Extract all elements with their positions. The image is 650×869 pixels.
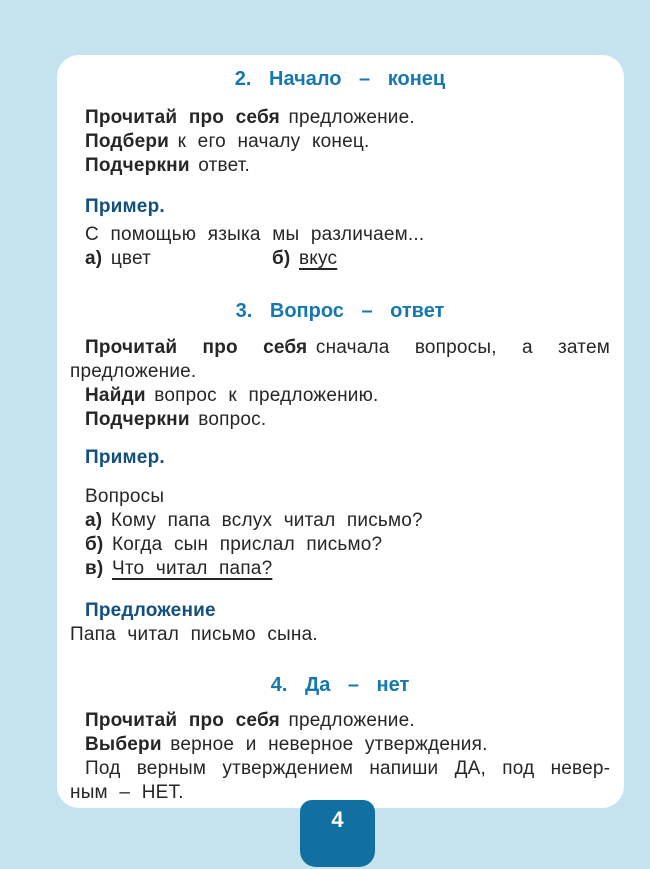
example-sentence: С помощью языка мы различаем...	[85, 224, 425, 245]
option-letter: а)	[85, 248, 103, 269]
instruction-verb: Прочитай про себя	[85, 107, 280, 128]
section-3	[70, 297, 610, 647]
instruction-verb: Найди	[85, 385, 146, 406]
instruction-text: предложение.	[288, 107, 415, 128]
question-letter: в)	[85, 558, 104, 579]
instruction-text: верное и неверное утверждения.	[170, 734, 488, 755]
instruction-text: вопрос.	[198, 409, 267, 430]
section-2-heading: 2. Начало – конец	[234, 68, 446, 90]
questions-list	[70, 509, 610, 581]
instruction-verb: Подчеркни	[85, 409, 190, 430]
section-2-instructions	[70, 106, 610, 178]
instruction-text: предложение.	[288, 710, 415, 731]
question-text: Когда сын прислал письмо?	[112, 534, 383, 555]
section-2	[70, 65, 610, 271]
instruction-text: ответ.	[198, 155, 251, 176]
question-letter: а)	[85, 510, 103, 531]
instruction-verb: Выбери	[85, 734, 162, 755]
instruction-text: вопрос к предложению.	[154, 385, 379, 406]
section-4	[70, 671, 610, 805]
page-number: 4	[331, 807, 344, 832]
question-item	[70, 557, 610, 581]
section-4-instructions	[70, 709, 610, 805]
option-text: цвет	[110, 248, 152, 269]
questions-label: Вопросы	[85, 486, 165, 507]
instruction-line	[70, 733, 610, 757]
option-letter: б)	[272, 248, 291, 269]
textbook-page	[57, 55, 624, 808]
sentence-text: Папа читал письмо сына.	[70, 624, 318, 645]
answer-options-row	[70, 247, 610, 271]
instruction-verb: Прочитай про себя	[85, 337, 308, 358]
question-letter: б)	[85, 534, 104, 555]
answer-option-b	[272, 247, 337, 271]
instruction-text: сначала вопросы, а затем предложение.	[70, 337, 610, 382]
instruction-line	[70, 408, 610, 432]
section-4-heading: 4. Да – нет	[270, 674, 410, 696]
option-text-underlined: вкус	[299, 248, 338, 269]
page-content	[70, 65, 610, 805]
sentence-label: Предложение	[85, 600, 216, 621]
instruction-line	[70, 106, 610, 130]
instruction-line	[70, 154, 610, 178]
instruction-verb: Подбери	[85, 131, 170, 152]
section-3-heading: 3. Вопрос – ответ	[235, 300, 445, 322]
instruction-verb: Прочитай про себя	[85, 710, 280, 731]
instruction-note: Под верным утверждением напиши ДА, под неверным – НЕТ.	[70, 758, 610, 803]
question-text-underlined: Что читал папа?	[111, 558, 273, 579]
instruction-line	[70, 130, 610, 154]
instruction-line	[70, 709, 610, 733]
example-label: Пример.	[85, 196, 165, 217]
instruction-line	[70, 336, 610, 384]
instruction-text: к его началу конец.	[177, 131, 370, 152]
answer-option-a	[85, 247, 272, 271]
example-label: Пример.	[85, 447, 165, 468]
instruction-verb: Подчеркни	[85, 155, 190, 176]
question-item	[70, 509, 610, 533]
question-text: Кому папа вслух читал письмо?	[110, 510, 423, 531]
instruction-line	[70, 384, 610, 408]
question-item	[70, 533, 610, 557]
page-number-tab	[300, 800, 375, 867]
section-3-instructions	[70, 336, 610, 432]
